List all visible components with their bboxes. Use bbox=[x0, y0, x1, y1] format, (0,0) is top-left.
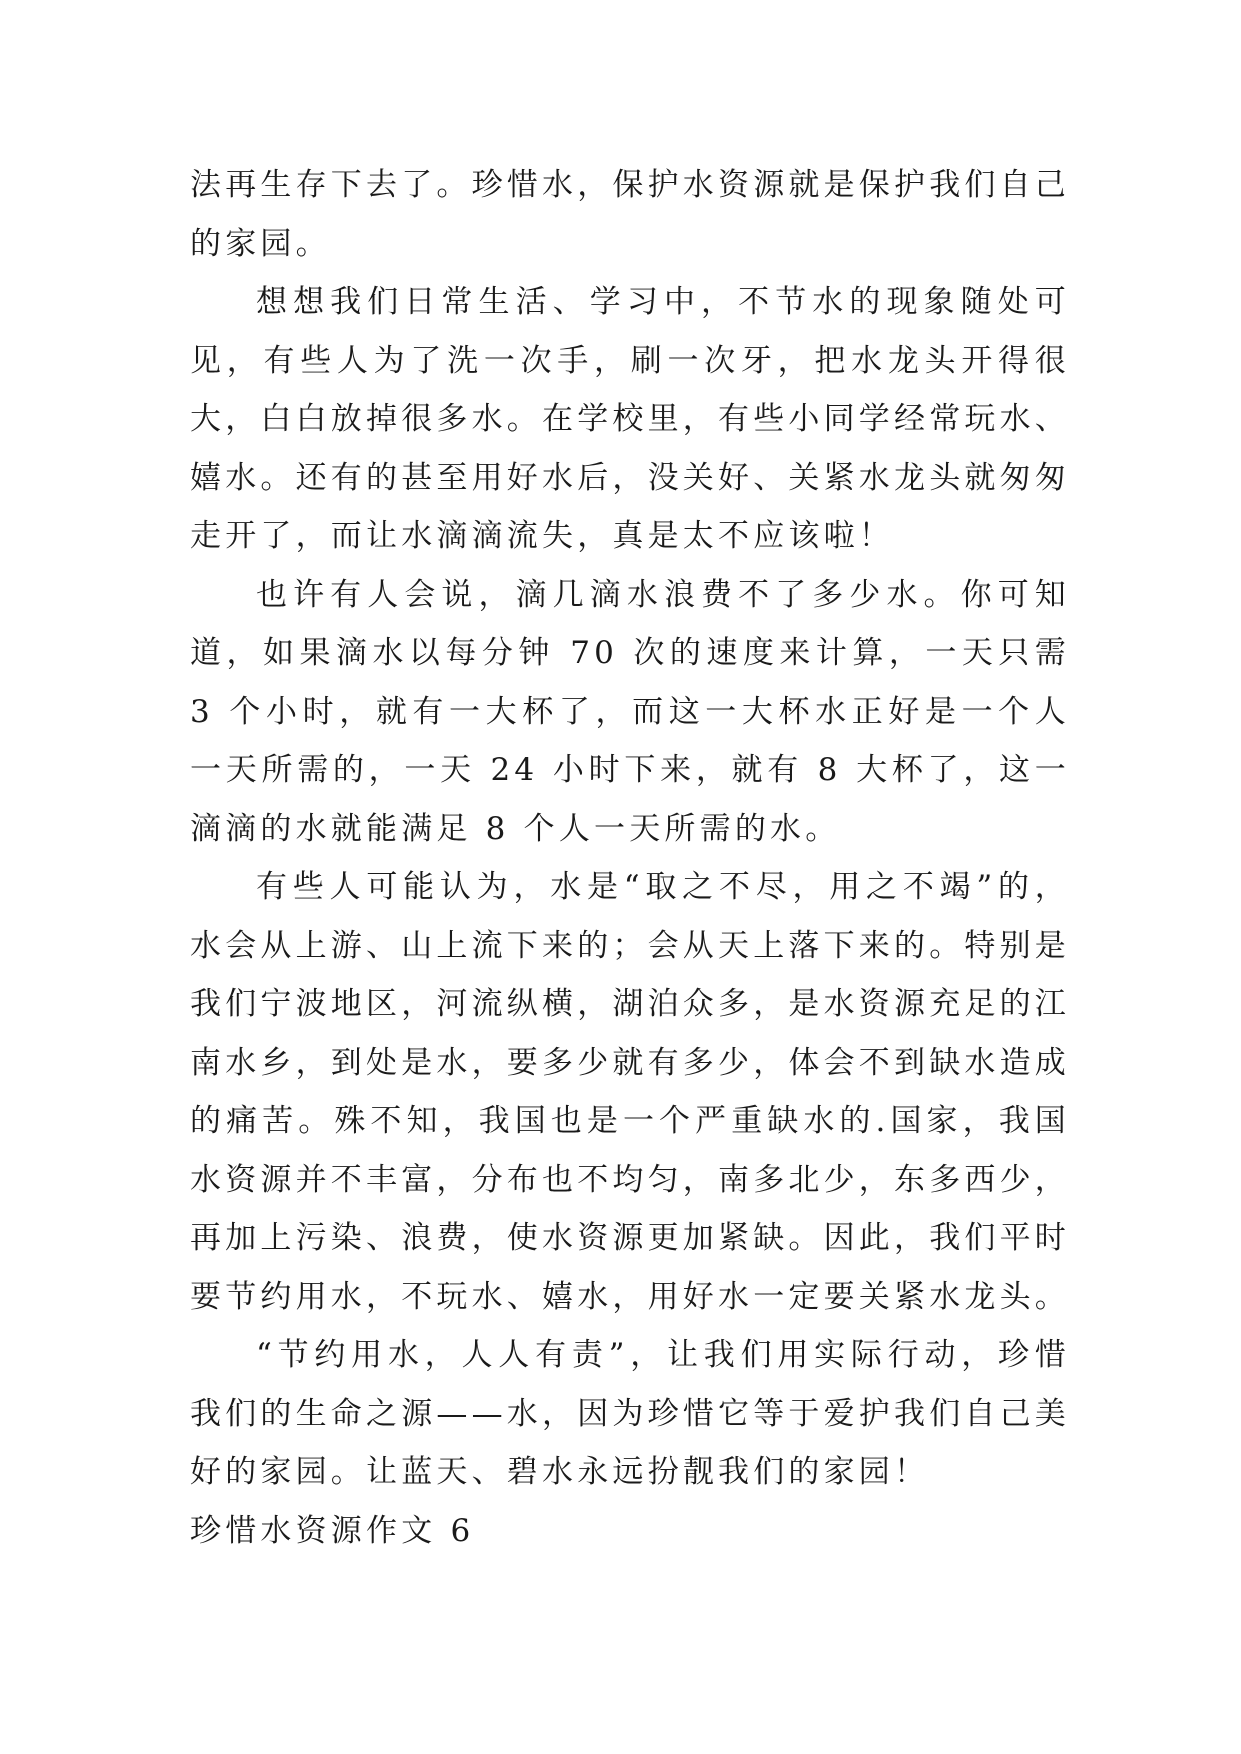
paragraph-4: 有些人可能认为，水是“取之不尽，用之不竭”的，水会从上游、山上流下来的；会从天上落下来的。特别是我们宁波地区，河流纵横，湖泊众多，是水资源充足的江南水乡，到处是水，要多少就有多少，体会不到缺水造成的痛苦。殊不知，我国也是一个严重缺水的.国家，我国水资源并不丰富，分布也不均匀，南多北少，东多西少，再加上污染、浪费，使水资源更加紧缺。因此，我们平时要节约用水，不玩水、嬉水，用好水一定要关紧水龙头。 bbox=[190, 869, 1070, 1315]
section-heading: 珍惜水资源作文 6 bbox=[190, 1512, 475, 1549]
document-page bbox=[190, 156, 1070, 1560]
paragraph-1: 法再生存下去了。珍惜水，保护水资源就是保护我们自己的家园。 bbox=[190, 167, 1070, 262]
paragraph-3: 也许有人会说，滴几滴水浪费不了多少水。你可知道，如果滴水以每分钟 70 次的速度来计算，一天只需 3 个小时，就有一大杯了，而这一大杯水正好是一个人一天所需的，一天 24 小时下来，就有 8 大杯了，这一滴滴的水就能满足 8 个人一天所需的水。 bbox=[190, 576, 1070, 847]
paragraph-2: 想想我们日常生活、学习中，不节水的现象随处可见，有些人为了洗一次手，刷一次牙，把水龙头开得很大，白白放掉很多水。在学校里，有些小同学经常玩水、嬉水。还有的甚至用好水后，没关好、关紧水龙头就匆匆走开了，而让水滴滴流失，真是太不应该啦！ bbox=[190, 284, 1070, 554]
paragraph-5: “节约用水，人人有责”，让我们用实际行动，珍惜我们的生命之源——水，因为珍惜它等于爱护我们自己美好的家园。让蓝天、碧水永远扮靓我们的家园！ bbox=[190, 1337, 1070, 1490]
